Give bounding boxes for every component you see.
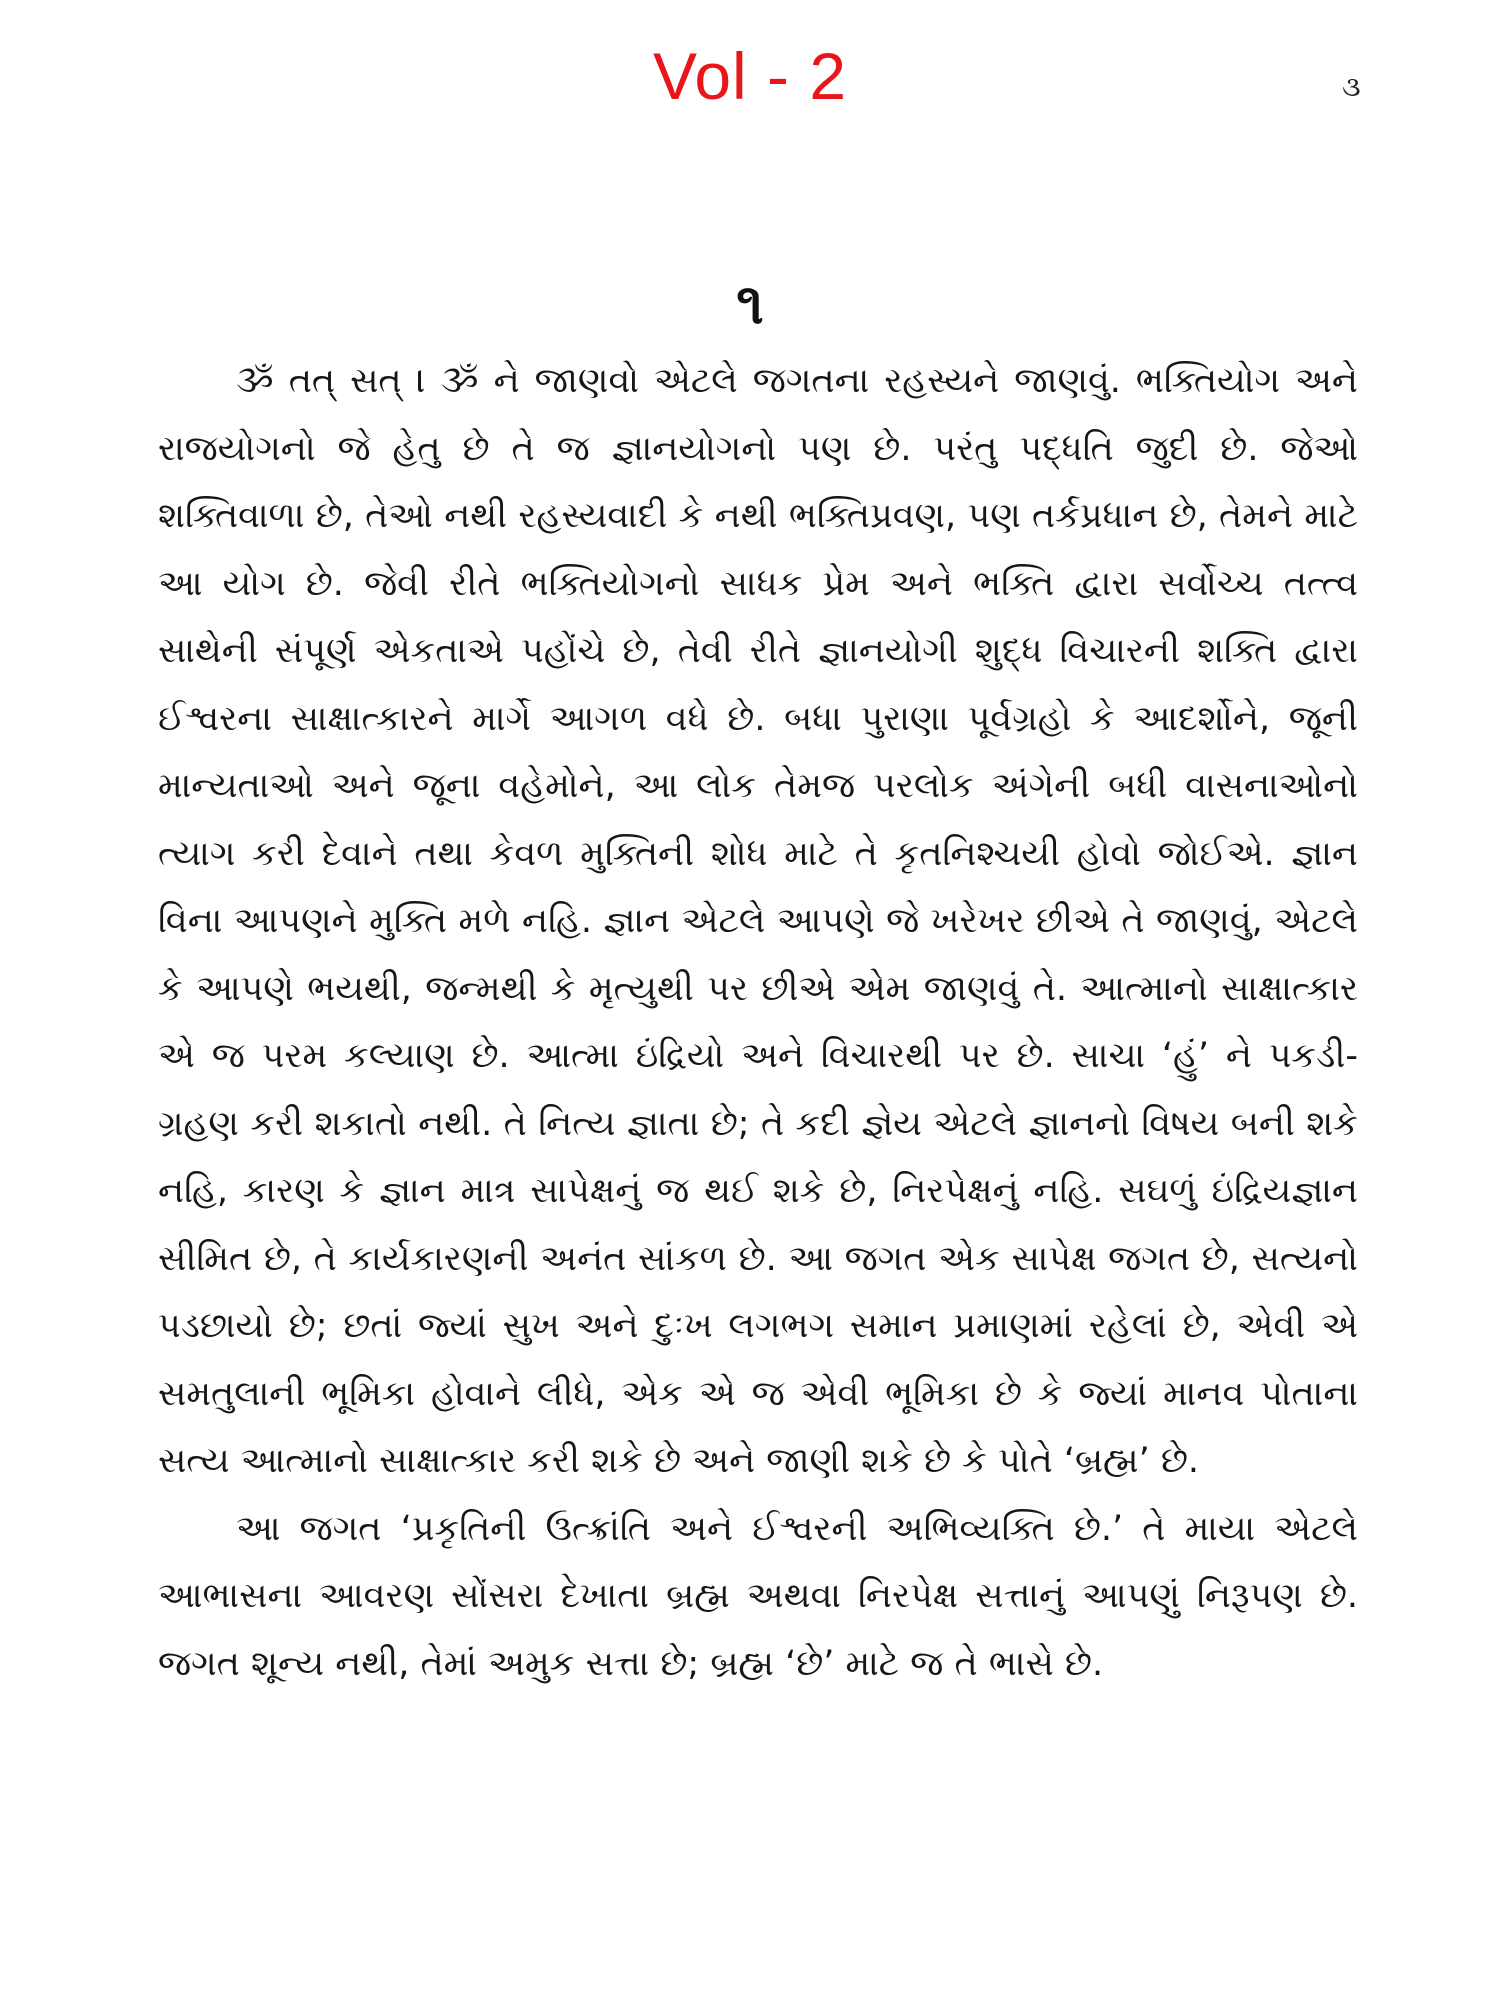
paragraph-1: ૐ તત્ સત્ । ૐ ને જાણવો એટલે જગતના રહસ્યને જાણવું. ભક્તિયોગ અને રાજયોગનો જે હેતુ છે તે જ જ્ઞાનયોગનો પણ છે. પરંતુ પદ્ધતિ જુદી છે. જેઓ શક્તિવાળા છે, તેઓ નથી રહસ્યવાદી કે નથી ભક્તિપ્રવણ, પણ તર્કપ્રધાન છે, તેમને માટે આ યોગ છે. જેવી રીતે ભક્તિયોગનો સાધક પ્રેમ અને ભક્તિ દ્વારા સર્વોચ્ચ તત્ત્વ સાથેની સંપૂર્ણ એકતાએ પહોંચે છે, તેવી રીતે જ્ઞાનયોગી શુદ્ધ વિચારની શક્તિ દ્વારા ઈશ્વરના સાક્ષાત્કારને માર્ગે આગળ વધે છે. બધા પુરાણા પૂર્વગ્રહો કે આદર્શોને, જૂની માન્યતાઓ અને જૂના વહેમોને, આ લોક તેમજ પરલોક અંગેની બધી વાસનાઓનો ત્યાગ કરી દેવાને તથા કેવળ મુક્તિની શોધ માટે તે કૃતનિશ્ચયી હોવો જોઈએ. જ્ઞાન વિના આપણને મુક્તિ મળે નહિ. જ્ઞાન એટલે આપણે જે ખરેખર છીએ તે જાણવું, એટલે કે આપણે ભયથી, જન્મથી કે મૃત્યુથી પર છીએ એમ જાણવું તે. આત્માનો સાક્ષાત્કાર એ જ પરમ કલ્યાણ છે. આત્મા ઇંદ્રિયો અને વિચારથી પર છે. સાચા ‘હું’ ને પકડી-ગ્રહણ કરી શકાતો નથી. તે નિત્ય જ્ઞાતા છે; તે કદી જ્ઞેય એટલે જ્ઞાનનો વિષય બની શકે નહિ, કારણ કે જ્ઞાન માત્ર સાપેક્ષનું જ થઈ શકે છે, નિરપેક્ષનું નહિ. સઘળું ઇંદ્રિયજ્ઞાન સીમિત છે, તે કાર્યકારણની અનંત સાંકળ છે. આ જગત એક સાપેક્ષ જગત છે, સત્યનો પડછાયો છે; છતાં જ્યાં સુખ અને દુઃખ લગભગ સમાન પ્રમાણમાં રહેલાં છે, એવી એ સમતુલાની ભૂમિકા હોવાને લીધે, એક એ જ એવી ભૂમિકા છે કે જ્યાં માનવ પોતાના સત્ય આત્માનો સાક્ષાત્કાર કરી શકે છે અને જાણી શકે છે કે પોતે ‘બ્રહ્મ’ છે.: [158, 361, 1358, 1481]
page-number: ૩: [1342, 70, 1361, 103]
body-text: [158, 348, 1358, 1698]
paragraph-2: આ જગત ‘પ્રકૃતિની ઉત્ક્રાંતિ અને ઈશ્વરની અભિવ્યક્તિ છે.’ તે માયા એટલે આભાસના આવરણ સોંસરા દેખાતા બ્રહ્મ અથવા નિરપેક્ષ સત્તાનું આપણું નિરૂપણ છે. જગત શૂન્ય નથી, તેમાં અમુક સત્તા છે; બ્રહ્મ ‘છે’ માટે જ તે ભાસે છે.: [158, 1508, 1358, 1684]
chapter-number: ૧: [736, 272, 764, 337]
volume-label: Vol - 2: [652, 39, 848, 113]
